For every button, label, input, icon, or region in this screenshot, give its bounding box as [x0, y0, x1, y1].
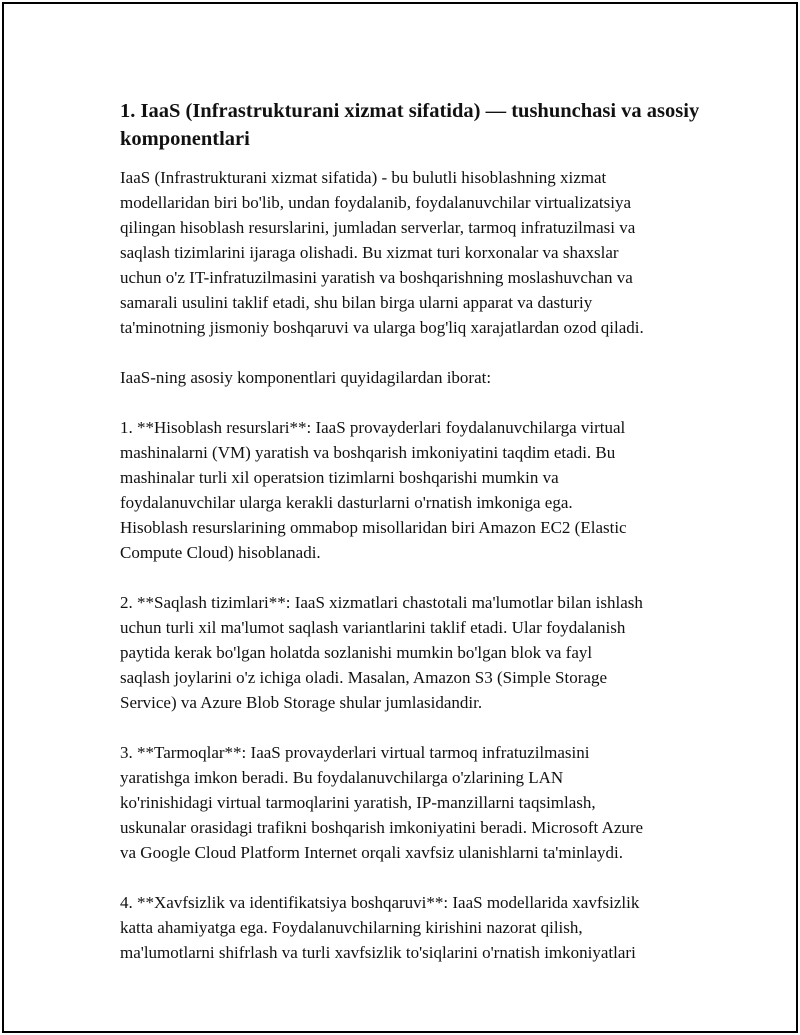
section-heading: 1. IaaS (Infrastrukturani xizmat sifatida) — tushunchasi va asosiy komponentlari: [120, 100, 700, 150]
component-compute-paragraph: 1. **Hisoblash resurslari**: IaaS provayderlari foydalanuvchilarga virtual mashinalarni (VM) yaratish va boshqarish imkoniyatini taqdim etadi. Bu mashinalar turli xil operatsion tizimlarni boshqarishi mumkin va foydalanuvchilar ularga kerakli dasturlarni o'rnatish imkoniga ega. Hisoblash resurslarining ommabop misollaridan biri Amazon EC2 (Elastic Compute Cloud) hisoblanadi.: [120, 418, 627, 562]
document-body: [120, 97, 710, 990]
components-intro-paragraph: IaaS-ning asosiy komponentlari quyidagilardan iborat:: [120, 368, 492, 387]
intro-paragraph: IaaS (Infrastrukturani xizmat sifatida) - bu bulutli hisoblashning xizmat modellaridan biri bo'lib, undan foydalanib, foydalanuvchilar virtualizatsiya qilingan hisoblash resurslarini, jumladan serverlar, tarmoq infratuzilmasi va saqlash tizimlarini ijaraga olishadi. Bu xizmat turi korxonalar va shaxslar uchun o'z IT-infratuzilmasini yaratish va boshqarishning moslashuvchan va samarali usulini taklif etadi, shu bilan birga ularni apparat va dasturiy ta'minotning jismoniy boshqaruvi va ularga bog'liq xarajatlardan ozod qiladi.: [120, 168, 644, 337]
component-security-paragraph: 4. **Xavfsizlik va identifikatsiya boshqaruvi**: IaaS modellarida xavfsizlik katta ahamiyatga ega. Foydalanuvchilarning kirishini nazorat qilish, ma'lumotlarni shifrlash va turli xavfsizlik to'siqlarini o'rnatish imkoniyatlari: [120, 893, 640, 962]
document-page: [2, 2, 798, 1033]
component-storage-paragraph: 2. **Saqlash tizimlari**: IaaS xizmatlari chastotali ma'lumotlar bilan ishlash uchun turli xil ma'lumot saqlash variantlarini taklif etadi. Ular foydalanish paytida kerak bo'lgan holatda sozlanishi mumkin bo'lgan blok va fayl saqlash joylarini o'z ichiga oladi. Masalan, Amazon S3 (Simple Storage Service) va Azure Blob Storage shular jumlasidandir.: [120, 593, 643, 712]
component-network-paragraph: 3. **Tarmoqlar**: IaaS provayderlari virtual tarmoq infratuzilmasini yaratishga imkon beradi. Bu foydalanuvchilarga o'zlarining LAN ko'rinishidagi virtual tarmoqlarini yaratish, IP-manzillarni taqsimlash, uskunalar orasidagi trafikni boshqarish imkoniyatini beradi. Microsoft Azure va Google Cloud Platform Internet orqali xavfsiz ulanishlarni ta'minlaydi.: [120, 743, 644, 862]
